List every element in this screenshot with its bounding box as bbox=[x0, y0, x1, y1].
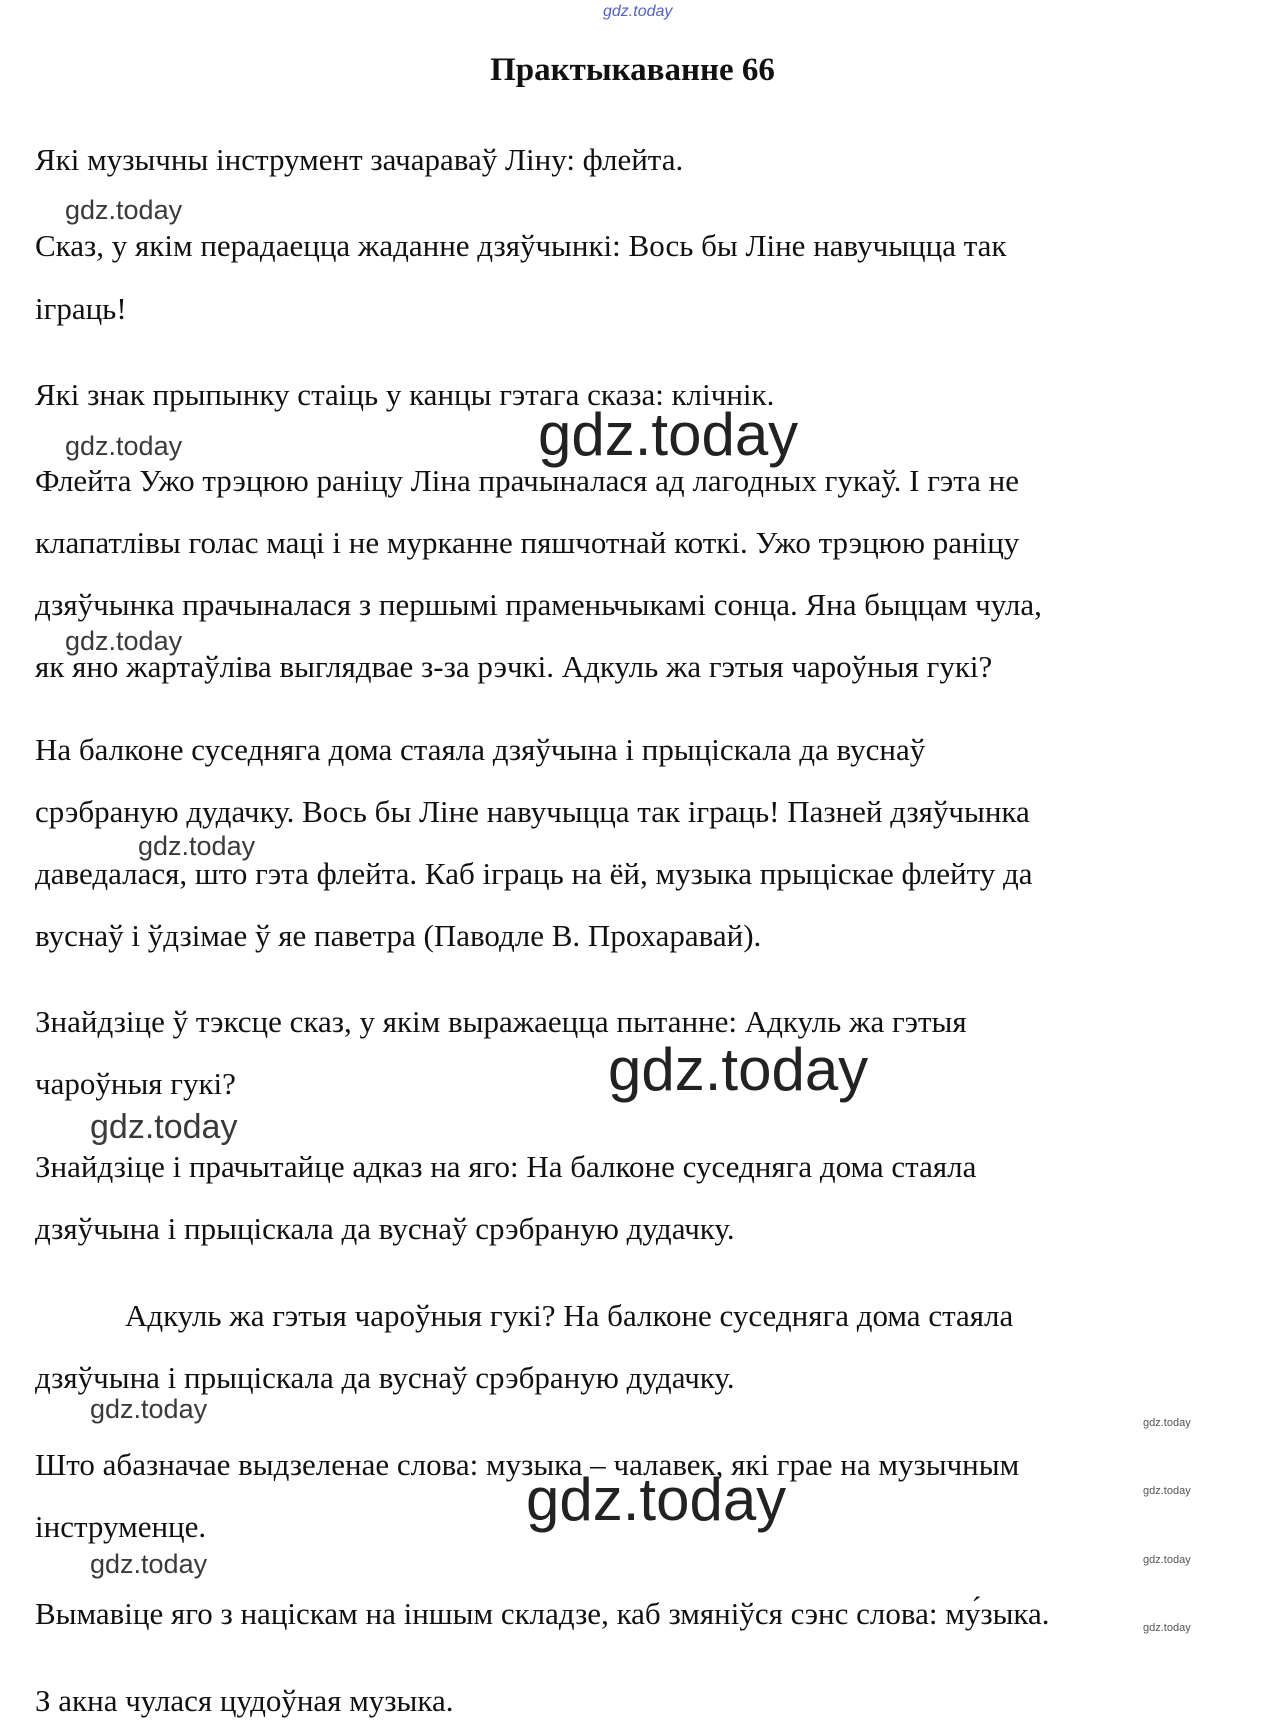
watermark: gdz.today bbox=[1143, 1554, 1191, 1566]
watermark: gdz.today bbox=[65, 431, 183, 461]
watermark: gdz.today bbox=[526, 1466, 787, 1533]
watermark: gdz.today bbox=[90, 1549, 208, 1579]
text-line-2: Сказ, у якім перадаецца жаданне дзяўчынкі: Вось бы Ліне навучыцца так bbox=[35, 228, 1007, 263]
watermark: gdz.today bbox=[90, 1108, 238, 1146]
text-line-3: іграць! bbox=[35, 291, 127, 326]
watermark: gdz.today bbox=[608, 1036, 869, 1103]
text-line-8: як яно жартаўліва выглядвае з-за рэчкі. Адкуль жа гэтыя чароўныя гукі? bbox=[35, 649, 993, 684]
text-line-11: даведалася, што гэта флейта. Каб іграць на ёй, музыка прыціскае флейту да bbox=[35, 856, 1033, 891]
text-line-12: вуснаў і ўдзімае ў яе паветра (Паводле В. Прохаравай). bbox=[35, 918, 762, 953]
text-line-4: Які знак прыпынку стаіць у канцы гэтага сказа: клічнік. bbox=[35, 377, 775, 412]
text-line-1: Які музычны інструмент зачараваў Ліну: флейта. bbox=[35, 142, 684, 177]
watermark: gdz.today bbox=[1143, 1485, 1191, 1497]
watermark: gdz.today bbox=[1143, 1417, 1191, 1429]
text-line-10: срэбраную дудачку. Вось бы Ліне навучыцца так іграць! Пазней дзяўчынка bbox=[35, 794, 1030, 829]
text-line-21: Вымавіце яго з націскам на іншым складзе, каб змяніўся сэнс слова: му́зыка. bbox=[35, 1596, 1050, 1631]
text-line-14: чароўныя гукі? bbox=[35, 1066, 236, 1101]
text-line-20: інструменце. bbox=[35, 1509, 207, 1544]
watermark: gdz.today bbox=[538, 401, 799, 468]
text-line-15: Знайдзіце і прачытайце адказ на яго: На балконе суседняга дома стаяла bbox=[35, 1149, 977, 1184]
watermark: gdz.today bbox=[138, 831, 256, 861]
page-title: Практыкаванне 66 bbox=[490, 52, 775, 88]
text-line-13: Знайдзіце ў тэксце сказ, у якім выражаецца пытанне: Адкуль жа гэтыя bbox=[35, 1004, 967, 1039]
watermark: gdz.today bbox=[1143, 1622, 1191, 1634]
text-line-22: З акна чулася цудоўная музыка. bbox=[35, 1683, 454, 1718]
watermark: gdz.today bbox=[65, 626, 183, 656]
text-line-7: дзяўчынка прачыналася з першымі праменьчыкамі сонца. Яна быццам чула, bbox=[35, 587, 1042, 622]
text-line-16: дзяўчына і прыціскала да вуснаў срэбраную дудачку. bbox=[35, 1211, 735, 1246]
text-line-18: дзяўчына і прыціскала да вуснаў срэбраную дудачку. bbox=[35, 1360, 735, 1395]
text-line-5: Флейта Ужо трэцюю раніцу Ліна прачыналася ад лагодных гукаў. І гэта не bbox=[35, 463, 1020, 498]
text-line-19: Што абазначае выдзеленае слова: музыка – чалавек, які грае на музычным bbox=[35, 1447, 1020, 1482]
watermark: gdz.today bbox=[90, 1394, 208, 1424]
watermark: gdz.today bbox=[65, 195, 183, 225]
watermark-top: gdz.today bbox=[603, 3, 673, 20]
text-line-17: Адкуль жа гэтыя чароўныя гукі? На балконе суседняга дома стаяла bbox=[125, 1298, 1014, 1333]
text-line-9: На балконе суседняга дома стаяла дзяўчына і прыціскала да вуснаў bbox=[35, 732, 926, 767]
text-line-6: клапатлівы голас маці і не мурканне пяшчотнай коткі. Ужо трэцюю раніцу bbox=[35, 525, 1020, 560]
